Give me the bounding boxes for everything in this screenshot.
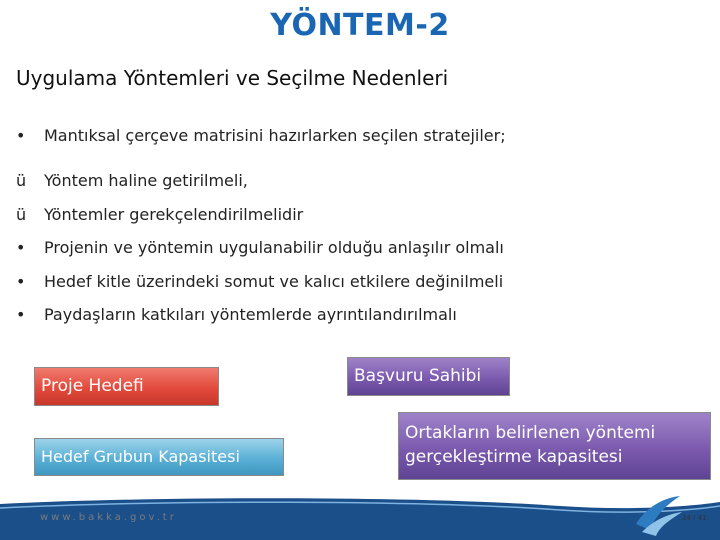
bullet-marker: • [16, 271, 26, 291]
bullet-marker: • [16, 238, 26, 257]
intro-text: Mantıksal çerçeve matrisini hazırlarken seçilen stratejiler; [44, 126, 506, 145]
footer [0, 496, 720, 540]
list-item [16, 301, 504, 335]
footer-url: www.bakka.gov.tr [40, 512, 177, 523]
list-item [16, 234, 504, 268]
list-item-text: Paydaşların katkıları yöntemlerde ayrıntılandırılmalı [44, 305, 457, 324]
strategy-list [16, 167, 504, 335]
ortaklarin-kapasitesi-box: Ortakların belirlenen yöntemi gerçekleştirme kapasitesi [398, 412, 711, 480]
intro-bullet [16, 126, 506, 145]
list-item [16, 201, 504, 235]
bakka-logo-icon [632, 490, 684, 538]
list-item-text: Yöntem haline getirilmeli, [44, 171, 248, 190]
list-item [16, 167, 504, 201]
list-item-text: Hedef kitle üzerindeki somut ve kalıcı etkilere değinilmeli [44, 271, 504, 291]
bullet-marker: • [16, 305, 26, 324]
bullet-marker: • [16, 126, 26, 145]
list-item-text: Projenin ve yöntemin uygulanabilir olduğu anlaşılır olmalı [44, 238, 504, 257]
slide-subtitle: Uygulama Yöntemleri ve Seçilme Nedenleri [16, 66, 449, 90]
slide-title: YÖNTEM-2 [270, 8, 450, 43]
list-item-text: Yöntemler gerekçelendirilmelidir [44, 204, 304, 224]
page-number: 24 / 41 [682, 514, 707, 522]
footer-tagline: Kalkınmada Yerel Ortağınız [496, 513, 624, 524]
basvuru-sahibi-box: Başvuru Sahibi [347, 357, 510, 396]
list-item [16, 268, 504, 302]
proje-hedefi-box: Proje Hedefi [34, 367, 219, 406]
hedef-grubun-kapasitesi-box: Hedef Grubun Kapasitesi [34, 438, 284, 476]
checkmark-icon: ü [16, 171, 27, 190]
checkmark-icon: ü [16, 204, 27, 224]
